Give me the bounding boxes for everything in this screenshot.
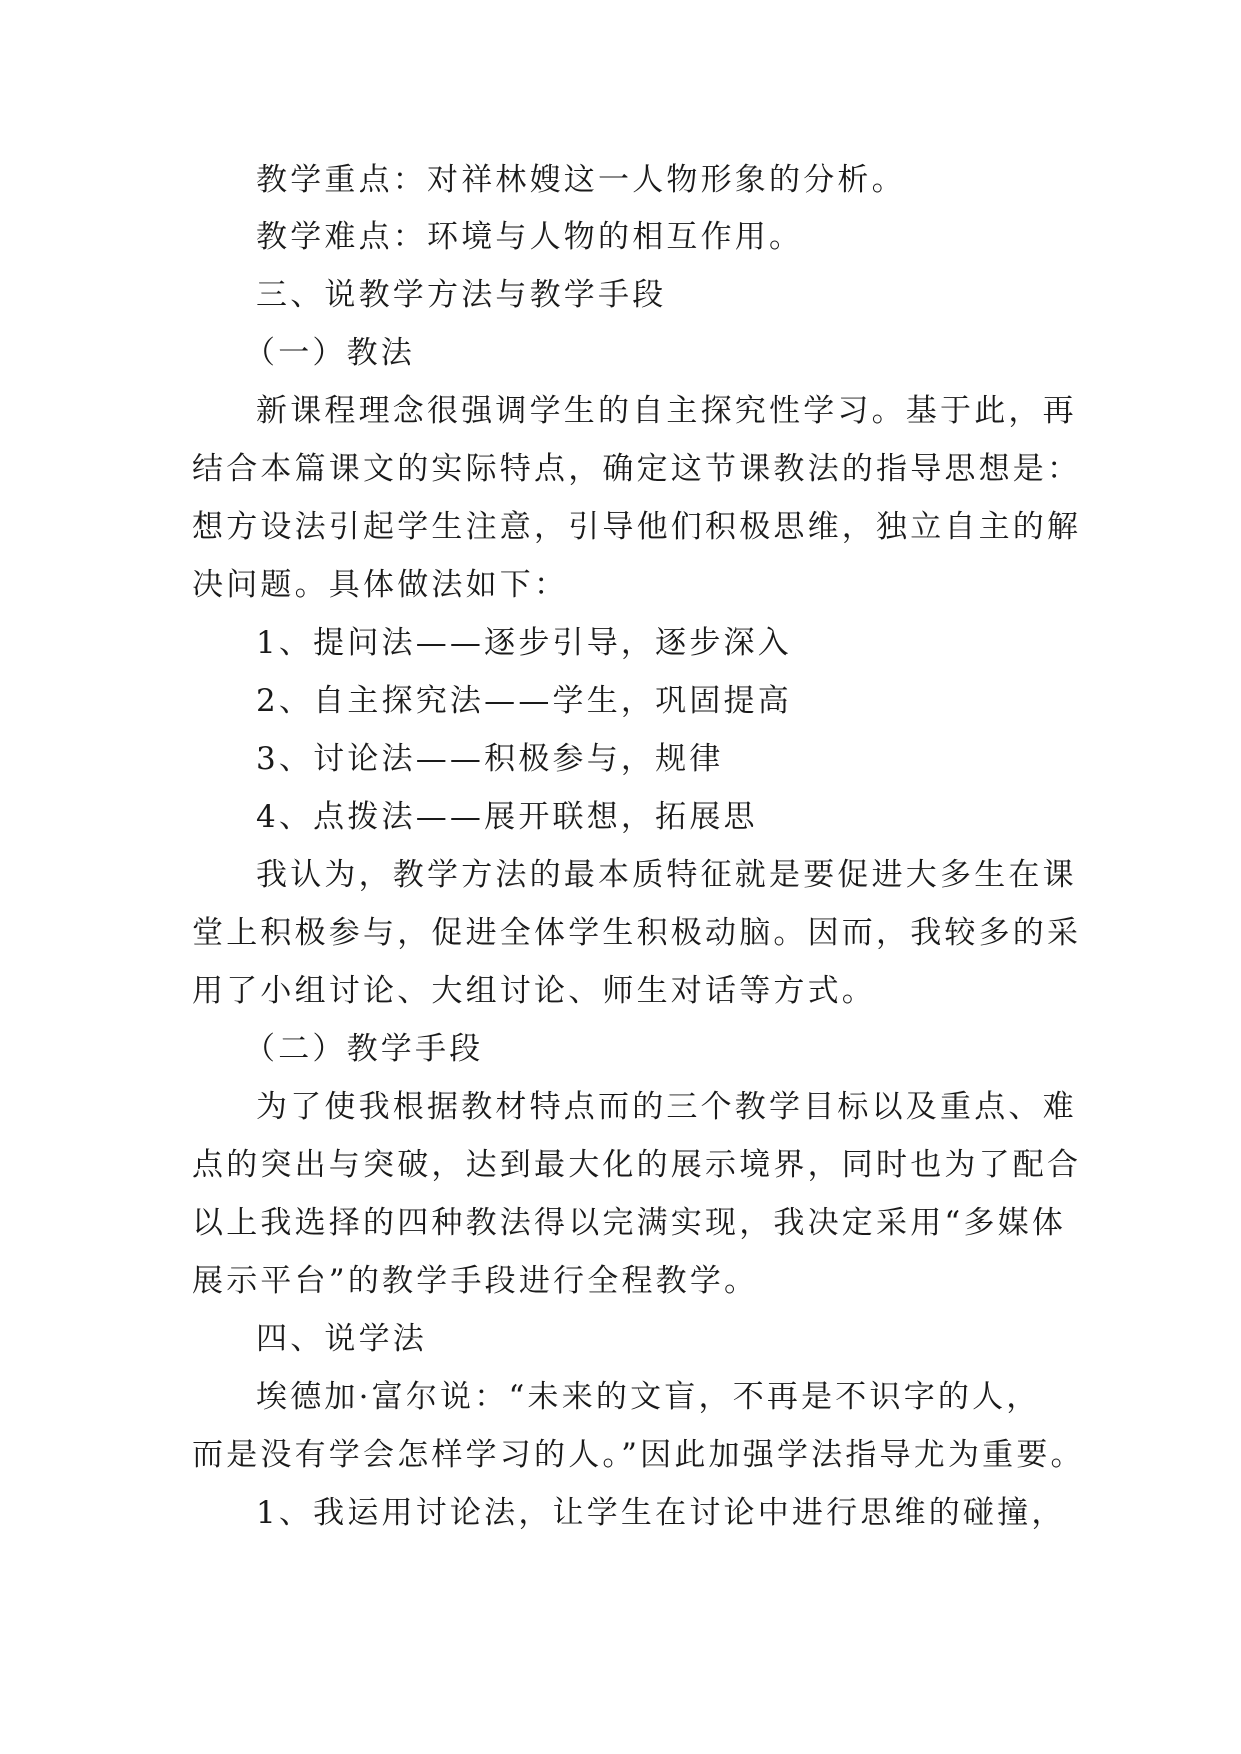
- paragraph-line: 为了使我根据教材特点而的三个教学目标以及重点、难: [256, 1089, 1077, 1125]
- paragraph-line: 我认为，教学方法的最本质特征就是要促进大多生在课: [256, 857, 1077, 893]
- list-item: 1、我运用讨论法，让学生在讨论中进行思维的碰撞，: [256, 1495, 1066, 1531]
- paragraph-line: 点的突出与突破，达到最大化的展示境界，同时也为了配合: [192, 1147, 1082, 1183]
- paragraph-line: 用了小组讨论、大组讨论、师生对话等方式。: [192, 973, 876, 1009]
- list-item: 3、讨论法——积极参与，规律: [256, 741, 724, 777]
- list-item: 1、提问法——逐步引导，逐步深入: [256, 625, 792, 661]
- section-heading: 四、说学法: [256, 1321, 427, 1357]
- subsection-heading: （一）教法: [244, 335, 415, 371]
- paragraph-line: 结合本篇课文的实际特点，确定这节课教法的指导思想是：: [192, 451, 1082, 487]
- paragraph-line: 教学重点：对祥林嫂这一人物形象的分析。: [256, 162, 906, 198]
- section-heading: 三、说教学方法与教学手段: [256, 277, 667, 313]
- paragraph-line: 决问题。具体做法如下：: [192, 567, 569, 603]
- paragraph-line: 想方设法引起学生注意，引导他们积极思维，独立自主的解: [192, 509, 1082, 545]
- paragraph-line: 以上我选择的四种教法得以完满实现，我决定采用“多媒体: [192, 1205, 1067, 1241]
- paragraph-line: 而是没有学会怎样学习的人。”因此加强学法指导尤为重要。: [192, 1437, 1085, 1473]
- paragraph-line: 埃德加·富尔说：“未来的文盲，不再是不识字的人，: [256, 1379, 1041, 1415]
- paragraph-line: 展示平台”的教学手段进行全程教学。: [192, 1263, 759, 1299]
- paragraph-line: 新课程理念很强调学生的自主探究性学习。基于此，再: [256, 393, 1077, 429]
- paragraph-line: 堂上积极参与，促进全体学生积极动脑。因而，我较多的采: [192, 915, 1082, 951]
- paragraph-line: 教学难点：环境与人物的相互作用。: [256, 219, 804, 255]
- list-item: 4、点拨法——展开联想，拓展思: [256, 799, 758, 835]
- list-item: 2、自主探究法——学生，巩固提高: [256, 683, 792, 719]
- subsection-heading: （二）教学手段: [244, 1031, 484, 1067]
